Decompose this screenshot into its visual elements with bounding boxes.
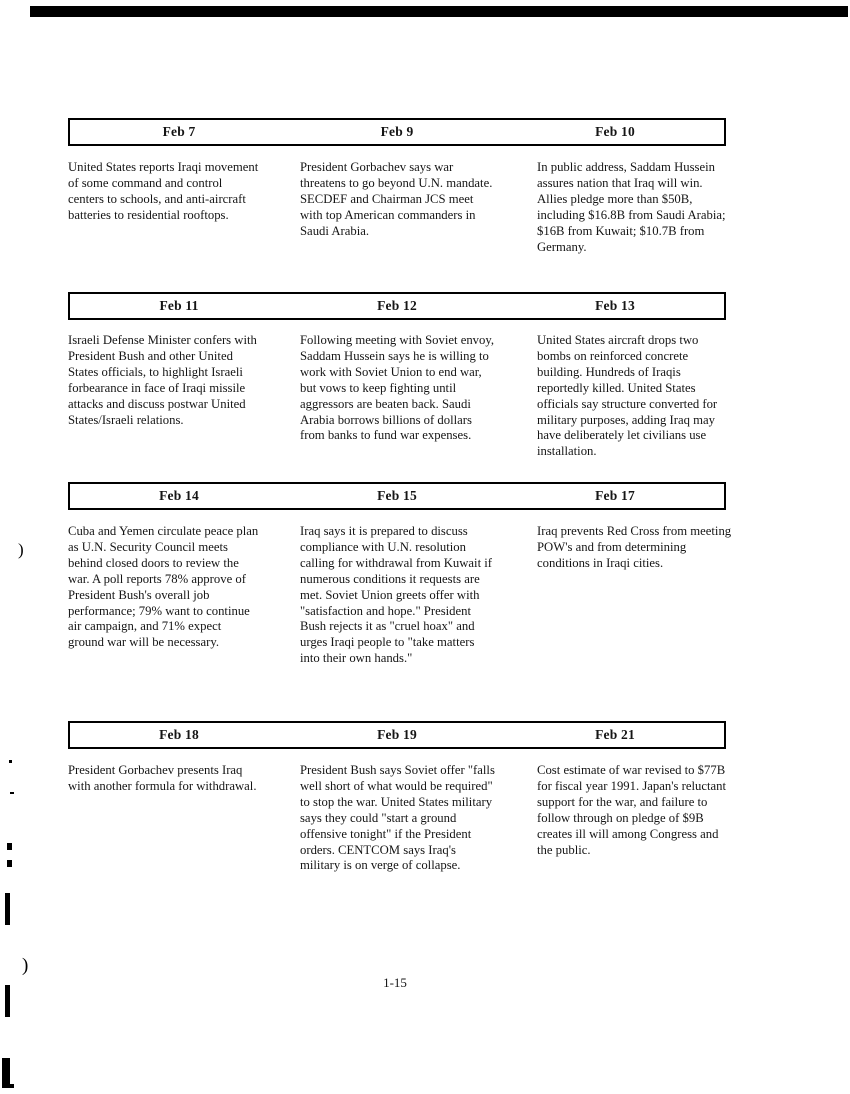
date-header-feb21: Feb 21 [595, 727, 635, 742]
timeline-entry-feb21: Cost estimate of war revised to $77B for fiscal year 1991. Japan's reluctant support for the war, and failure to follow through on pledge of $9B creates ill will among Congress and the public. [537, 763, 726, 857]
timeline-entry-feb14: Cuba and Yemen circulate peace plan as U.N. Security Council meets behind closed doors to review the war. A poll reports 78% approve of President Bush's overall job performance; 79% want to continue air campaign, and 71% expect ground war will be necessary. [68, 524, 259, 650]
date-header-feb18: Feb 18 [159, 727, 199, 742]
timeline-entry-feb11: Israeli Defense Minister confers with President Bush and other United States officials, to highlight Israeli forbearance in face of Iraqi missile attacks and discuss postwar United States/Israeli relations. [68, 333, 257, 427]
scan-artifact-dot-2 [10, 792, 14, 794]
scan-artifact-dot-1 [9, 760, 12, 763]
timeline-entry-feb10: In public address, Saddam Hussein assures nation that Iraq will win. Allies pledge more than $50B, including $16.8B from Saudi Arabia; $16B from Kuwait; $10.7B from Germany. [537, 160, 726, 254]
scan-artifact-bar-1 [5, 893, 10, 925]
date-header-feb11: Feb 11 [159, 298, 199, 313]
timeline-entry-feb17: Iraq prevents Red Cross from meeting POW's and from determining conditions in Iraqi cities. [537, 524, 732, 570]
date-header-feb7: Feb 7 [162, 124, 196, 139]
scan-artifact-paren-1: ) [18, 540, 24, 559]
date-header-feb19: Feb 19 [377, 727, 417, 742]
scan-artifact-paren-2: ) [22, 955, 29, 976]
scan-artifact-bar-3-foot [2, 1084, 14, 1088]
scan-artifact-mark-1 [7, 843, 12, 850]
date-header-feb14: Feb 14 [159, 488, 199, 503]
date-header-feb13: Feb 13 [595, 298, 635, 313]
scan-artifact-bar-2 [5, 985, 10, 1017]
page-number: 1-15 [383, 975, 407, 990]
timeline-entry-feb7: United States reports Iraqi movement of some command and control centers to schools, and anti-aircraft batteries to residential rooftops. [68, 160, 259, 222]
date-header-row-4 [68, 721, 726, 749]
date-header-feb9: Feb 9 [380, 124, 414, 139]
date-header-feb10: Feb 10 [595, 124, 635, 139]
date-header-row-2 [68, 292, 726, 320]
timeline-entry-feb13: United States aircraft drops two bombs on reinforced concrete building. Hundreds of Iraqis reportedly killed. United States officials say structure converted for military purposes, adding Iraq may have deliberately let civilians use installation. [537, 333, 718, 459]
timeline-entry-feb18: President Gorbachev presents Iraq with another formula for withdrawal. [68, 763, 257, 793]
date-header-row-3 [68, 482, 726, 510]
timeline-entry-feb19: President Bush says Soviet offer "falls well short of what would be required" to stop the war. United States military says they could "start a ground offensive tonight" if the President orders. CENTCOM says Iraq's military is on verge of collapse. [300, 763, 495, 873]
date-header-feb12: Feb 12 [377, 298, 417, 313]
date-header-feb15: Feb 15 [377, 488, 417, 503]
timeline-entry-feb12: Following meeting with Soviet envoy, Saddam Hussein says he is willing to work with Soviet Union to end war, but vows to keep fighting until aggressors are beaten back. Saudi Arabia borrows billions of dollars from banks to fund war expenses. [300, 333, 495, 443]
date-header-feb17: Feb 17 [595, 488, 635, 503]
timeline-entry-feb9: President Gorbachev says war threatens to go beyond U.N. mandate. SECDEF and Chairman JCS meet with top American commanders in Saudi Arabia. [300, 160, 493, 238]
date-header-row-1 [68, 118, 726, 146]
scan-artifact-mark-2 [7, 860, 12, 867]
timeline-entry-feb15: Iraq says it is prepared to discuss compliance with U.N. resolution calling for withdrawal from Kuwait if numerous conditions it requests are met. Soviet Union greets offer with "satisfaction and hope." President Bush rejects it as "cruel hoax" and urges Iraqi people to "take matters into their own hands." [300, 524, 493, 666]
scan-artifact-top-bar [30, 6, 848, 17]
